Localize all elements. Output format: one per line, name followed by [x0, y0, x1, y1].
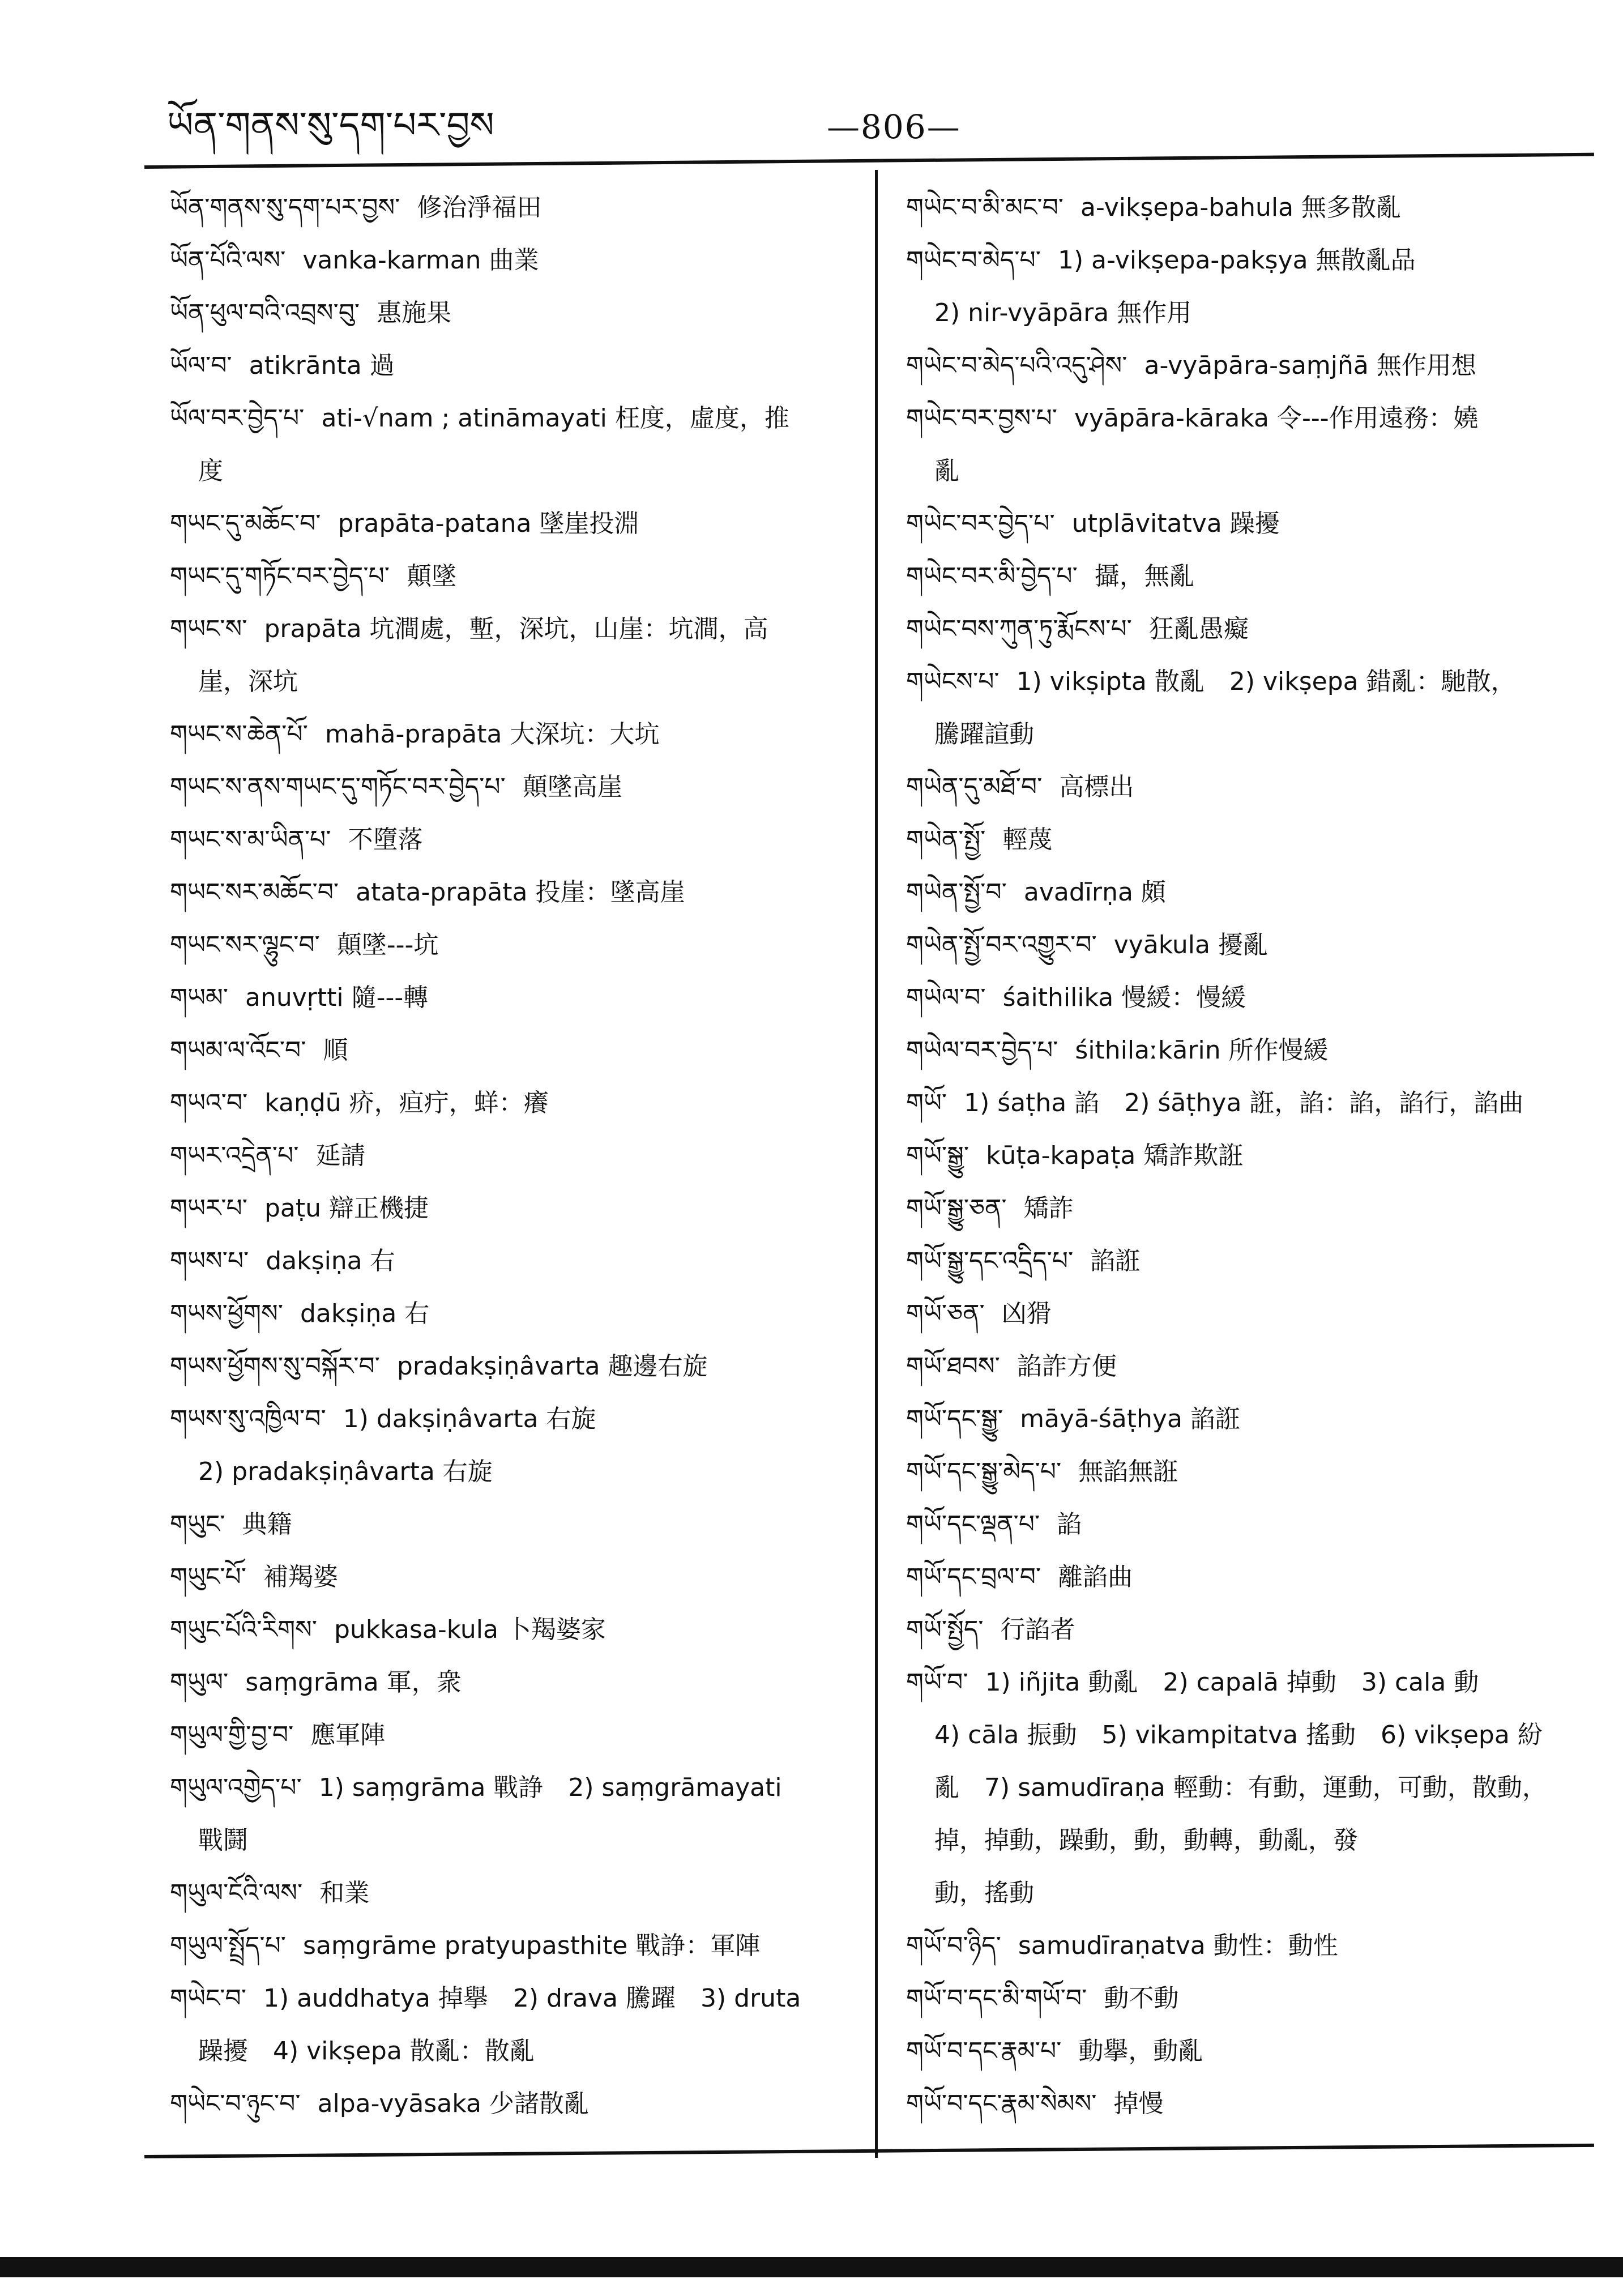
entry-headword: གཡང་ས་མ་ཡིན་པ་ — [170, 825, 331, 854]
dictionary-entry — [906, 1445, 1566, 1498]
entry-headword: གཡང་དུ་གཏོང་བར་བྱེད་པ་ — [170, 562, 390, 591]
entry-definition: anuvṛtti 隨---轉 — [245, 983, 429, 1012]
dictionary-entry — [170, 708, 849, 761]
dictionary-entry — [170, 287, 849, 339]
dictionary-entry — [170, 1919, 849, 1972]
dictionary-entry — [170, 392, 849, 445]
entry-definition: 掉，掉動，躁動，動，動轉，動亂，發 — [934, 1826, 1358, 1855]
entry-definition: alpa-vyāsaka 少諸散亂 — [317, 2089, 589, 2118]
entry-headword: གཡེང་བ་མེད་པའི་འདུ་ཤེས་ — [906, 351, 1127, 380]
entry-definition: 1) saṃgrāma 戰諍 2) saṃgrāmayati — [318, 1773, 782, 1802]
entry-definition: śaithilika 慢緩：慢緩 — [1002, 983, 1246, 1012]
dictionary-entry — [170, 761, 849, 813]
dictionary-entry — [906, 813, 1566, 866]
entry-headword: གཡོ་བ་དང་རྣམ་སེམས་ — [906, 2089, 1097, 2118]
entry-headword: གཡང་ས་ — [170, 614, 247, 643]
dictionary-entry — [170, 1603, 849, 1656]
dictionary-entry — [906, 1129, 1566, 1182]
dictionary-entry — [906, 971, 1566, 1024]
entry-headword: གཡོ་སྤྱོད་ — [906, 1615, 984, 1644]
entry-headword: ཡོན་པོའི་ལས་ — [170, 246, 286, 275]
dictionary-entry — [170, 1393, 849, 1445]
dictionary-entry — [170, 1656, 849, 1709]
dictionary-entry-continuation — [906, 1709, 1566, 1761]
entry-definition: 惠施果 — [377, 298, 452, 327]
entry-headword: གཡུལ་ངོའི་ལས་ — [170, 1879, 303, 1907]
entry-headword: གཡེངས་པ་ — [906, 667, 1000, 696]
entry-headword: གཡེང་བར་མི་བྱེད་པ་ — [906, 562, 1078, 591]
entry-headword: གཡང་ས་ཆེན་པོ་ — [170, 720, 308, 749]
entry-headword: གཡོ་སྒྱུ་དང་འདྲིད་པ་ — [906, 1247, 1074, 1275]
dictionary-entry — [170, 339, 849, 392]
entry-definition: 亂 7) samudīraṇa 輕動：有動，運動，可動，散動， — [934, 1773, 1547, 1802]
entry-definition: 動，搖動 — [934, 1879, 1034, 1907]
entry-definition: 度 — [198, 456, 223, 485]
entry-definition: 崖，深坑 — [198, 667, 298, 696]
entry-definition: atikrānta 過 — [249, 351, 395, 380]
left-column — [170, 181, 849, 2130]
entry-definition: mahā-prapāta 大深坑：大坑 — [324, 720, 660, 749]
entry-definition: 4) cāla 振動 5) vikampitatva 搖動 6) vikṣepa 紛 — [934, 1721, 1543, 1749]
entry-definition: utplāvitatva 躁擾 — [1071, 509, 1280, 538]
dictionary-entry — [906, 1498, 1566, 1551]
entry-headword: གཡོ་དང་སྒྱུ་ — [906, 1405, 1003, 1433]
entry-definition: kaṇḍū 疥，疸疔，蛘：癢 — [264, 1089, 549, 1117]
entry-definition: saṃgrāma 軍，衆 — [245, 1668, 462, 1697]
dictionary-entry-continuation — [906, 1814, 1566, 1867]
dictionary-entry-continuation — [170, 1814, 849, 1867]
entry-definition: paṭu 辯正機捷 — [264, 1194, 429, 1223]
entry-headword: གཡོ་ — [906, 1089, 947, 1117]
entry-definition: dakṣiṇa 右 — [266, 1247, 395, 1275]
entry-headword: གཡང་སར་ལྷུང་བ་ — [170, 931, 320, 959]
entry-definition: 掉慢 — [1113, 2089, 1164, 2118]
entry-headword: གཡང་ས་ནས་གཡང་དུ་གཏོང་བར་བྱེད་པ་ — [170, 773, 506, 801]
entry-definition: dakṣiṇa 右 — [300, 1299, 430, 1328]
dictionary-entry-continuation — [906, 1867, 1566, 1919]
entry-definition: 1) auddhatya 掉擧 2) drava 騰躍 3) druta — [263, 1984, 801, 2013]
entry-definition: vyākula 擾亂 — [1113, 931, 1268, 959]
entry-definition: prapāta 坑澗處，塹，深坑，山崖：坑澗，高 — [264, 614, 768, 643]
dictionary-entry — [906, 392, 1566, 445]
dictionary-entry-continuation — [906, 287, 1566, 339]
entry-definition: 狂亂愚癡 — [1148, 614, 1249, 643]
entry-definition: 輕蔑 — [1002, 825, 1053, 854]
page-header — [0, 0, 1623, 187]
entry-definition: 應軍陣 — [310, 1721, 386, 1749]
dictionary-entry — [170, 1498, 849, 1551]
entry-headword: གཡོ་བ་ཉིད་ — [906, 1931, 1001, 1960]
dictionary-entry — [170, 497, 849, 550]
entry-definition: 動擧，動亂 — [1078, 2037, 1203, 2065]
dictionary-entry-continuation — [906, 1761, 1566, 1814]
dictionary-entry — [170, 603, 849, 655]
entry-definition: 修治淨福田 — [417, 193, 542, 222]
entry-definition: 高標出 — [1059, 773, 1134, 801]
dictionary-entry — [170, 919, 849, 971]
entry-definition: 1) vikṣipta 散亂 2) vikṣepa 錯亂：馳散， — [1016, 667, 1516, 696]
page-number: —806— — [827, 108, 961, 146]
entry-headword: གཡུང་ — [170, 1510, 225, 1539]
column-divider — [875, 170, 878, 2158]
entry-definition: 不墮落 — [348, 825, 423, 854]
dictionary-entry-continuation — [906, 445, 1566, 497]
entry-definition: māyā-śāṭhya 諂誑 — [1020, 1405, 1240, 1433]
entry-headword: གཡེན་སྤྱོ་བ་ — [906, 878, 1007, 907]
dictionary-entry — [906, 1603, 1566, 1656]
dictionary-entry — [906, 1077, 1566, 1129]
entry-definition: 戰鬪 — [198, 1826, 248, 1855]
dictionary-entry — [170, 1129, 849, 1182]
dictionary-entry — [170, 234, 849, 287]
entry-headword: གཡས་ཕྱོགས་ — [170, 1299, 283, 1328]
dictionary-entry — [906, 1340, 1566, 1393]
dictionary-entry-continuation — [170, 655, 849, 708]
entry-definition: 1) iñjita 動亂 2) capalā 掉動 3) cala 動 — [985, 1668, 1479, 1697]
dictionary-entry — [906, 1656, 1566, 1709]
entry-headword: གཡུལ་སྤྲོད་པ་ — [170, 1931, 287, 1960]
entry-headword: གཡས་པ་ — [170, 1247, 249, 1275]
entry-definition: 1) a-vikṣepa-pakṣya 無散亂品 — [1058, 246, 1416, 275]
entry-definition: a-vyāpāra-saṃjñā 無作用想 — [1144, 351, 1476, 380]
dictionary-entry — [906, 603, 1566, 655]
entry-headword: གཡའ་བ་ — [170, 1089, 248, 1117]
entry-definition: 躁擾 4) vikṣepa 散亂：散亂 — [198, 2037, 535, 2065]
entry-headword: ཡོན་ཕུལ་བའི་འབྲས་བུ་ — [170, 298, 360, 327]
entry-headword: ཡོལ་བར་བྱེད་པ་ — [170, 404, 305, 433]
right-column — [906, 181, 1566, 2130]
entry-headword: གཡེན་སྤྱོ་ — [906, 825, 986, 854]
dictionary-entry — [170, 1972, 849, 2025]
dictionary-entry — [170, 550, 849, 603]
dictionary-entry-continuation — [170, 1445, 849, 1498]
entry-definition: pradakṣiṇâvarta 趣邊右旋 — [396, 1352, 708, 1381]
entry-headword: གཡེན་སྤྱོ་བར་འགྱུར་བ་ — [906, 931, 1097, 959]
entry-definition: 騰躍諠動 — [934, 720, 1034, 749]
entry-headword: གཡོ་དང་ལྡན་པ་ — [906, 1510, 1040, 1539]
dictionary-entry — [170, 1235, 849, 1287]
dictionary-entry — [906, 1235, 1566, 1287]
entry-definition: 顛墜高崖 — [522, 773, 622, 801]
entry-definition: saṃgrāme pratyupasthite 戰諍：軍陣 — [303, 1931, 761, 1960]
dictionary-entry — [170, 1709, 849, 1761]
entry-definition: 諂 — [1057, 1510, 1082, 1539]
entry-definition: avadīrṇa 頗 — [1023, 878, 1166, 907]
entry-definition: ati-√nam ; atināmayati 枉度，虛度，推 — [321, 404, 789, 433]
entry-headword: གཡུལ་ — [170, 1668, 229, 1697]
entry-definition: 動不動 — [1104, 1984, 1179, 2013]
entry-definition: a-vikṣepa-bahula 無多散亂 — [1080, 193, 1402, 222]
entry-definition: 無諂無誑 — [1078, 1457, 1178, 1486]
entry-headword: གཡེང་བར་བྱེད་པ་ — [906, 509, 1055, 538]
entry-headword: གཡོ་བ་དང་མི་གཡོ་བ་ — [906, 1984, 1087, 2013]
entry-definition: 亂 — [934, 456, 959, 485]
footer-bar — [0, 2257, 1623, 2277]
entry-definition: 2) pradakṣiṇâvarta 右旋 — [198, 1457, 493, 1486]
entry-definition: 離諂曲 — [1058, 1563, 1133, 1591]
entry-headword: གཡེང་བས་ཀུན་ཏུ་རྨོངས་པ་ — [906, 614, 1132, 643]
entry-headword: གཡས་སུ་འཁྱིལ་བ་ — [170, 1405, 326, 1433]
dictionary-entry — [906, 1972, 1566, 2025]
entry-headword: ཡོན་གནས་སུ་དག་པར་བྱས་ — [170, 193, 400, 222]
entry-headword: གཡེང་བར་བྱས་པ་ — [906, 404, 1057, 433]
dictionary-entry — [906, 1393, 1566, 1445]
entry-definition: samudīraṇatva 動性：動性 — [1018, 1931, 1338, 1960]
entry-definition: 1) śaṭha 諂 2) śāṭhya 誑，諂：諂，諂行，諂曲 — [964, 1089, 1524, 1117]
dictionary-entry — [170, 1182, 849, 1235]
entry-headword: གཡེན་དུ་མཐོ་བ་ — [906, 773, 1043, 801]
entry-definition: 攝，無亂 — [1094, 562, 1194, 591]
entry-headword: གཡེང་བ་ — [170, 1984, 246, 2013]
entry-definition: 顛墜---坑 — [336, 931, 439, 959]
entry-definition: 延請 — [315, 1141, 366, 1170]
entry-headword: གཡུལ་འགྱེད་པ་ — [170, 1773, 302, 1802]
dictionary-entry — [906, 1287, 1566, 1340]
entry-headword: ཡོལ་བ་ — [170, 351, 232, 380]
dictionary-entry — [906, 761, 1566, 813]
dictionary-entry — [170, 2077, 849, 2130]
entry-headword: གཡེང་བ་མི་མང་བ་ — [906, 193, 1064, 222]
dictionary-entry — [906, 866, 1566, 919]
entry-headword: གཡམ་ — [170, 983, 229, 1012]
entry-definition: 順 — [323, 1036, 348, 1065]
dictionary-entry — [906, 655, 1566, 708]
entry-headword: གཡེལ་བར་བྱེད་པ་ — [906, 1036, 1058, 1065]
dictionary-entry — [906, 550, 1566, 603]
dictionary-entry — [170, 813, 849, 866]
dictionary-entry — [170, 1024, 849, 1077]
dictionary-entry — [906, 1024, 1566, 1077]
dictionary-entry-continuation — [170, 445, 849, 497]
entry-headword: གཡུང་པོ་ — [170, 1563, 246, 1591]
bottom-rule — [144, 2144, 1594, 2158]
entry-definition: vyāpāra-kāraka 令---作用遠務：嬈 — [1074, 404, 1479, 433]
dictionary-entry — [906, 919, 1566, 971]
entry-definition: 顛墜 — [407, 562, 457, 591]
dictionary-entry — [906, 1182, 1566, 1235]
entry-headword: གཡར་འདྲེན་པ་ — [170, 1141, 299, 1170]
entry-headword: གཡོ་སྒྱུ་ཅན་ — [906, 1194, 1007, 1223]
entry-headword: གཡེལ་བ་ — [906, 983, 986, 1012]
dictionary-entry — [906, 181, 1566, 234]
entry-headword: གཡེང་བ་ཉུང་བ་ — [170, 2089, 301, 2118]
entry-headword: གཡོ་སྒྱུ་ — [906, 1141, 969, 1170]
entry-definition: 行諂者 — [1000, 1615, 1075, 1644]
dictionary-entry — [906, 1919, 1566, 1972]
entry-headword: གཡོ་དང་སྒྱུ་མེད་པ་ — [906, 1457, 1062, 1486]
dictionary-entry — [170, 971, 849, 1024]
entry-definition: pukkasa-kula 卜羯婆家 — [334, 1615, 606, 1644]
entry-headword: གཡུང་པོའི་རིགས་ — [170, 1615, 317, 1644]
entry-headword: གཡམ་ལ་འོང་བ་ — [170, 1036, 306, 1065]
entry-definition: 典籍 — [242, 1510, 292, 1539]
entry-headword: གཡར་པ་ — [170, 1194, 247, 1223]
entry-definition: 諂誑 — [1090, 1247, 1141, 1275]
dictionary-entry — [170, 1551, 849, 1603]
dictionary-entry — [906, 234, 1566, 287]
dictionary-entry — [170, 866, 849, 919]
dictionary-entry — [170, 1761, 849, 1814]
entry-headword: གཡང་སར་མཆོང་བ་ — [170, 878, 339, 907]
entry-definition: 凶猾 — [1001, 1299, 1052, 1328]
entry-headword: གཡོ་ཐབས་ — [906, 1352, 1000, 1381]
entry-definition: prapāta-patana 墜崖投淵 — [338, 509, 639, 538]
entry-definition: kūṭa-kapaṭa 矯詐欺誑 — [986, 1141, 1244, 1170]
entry-headword: གཡོ་བ་དང་རྣམ་པ་ — [906, 2037, 1062, 2065]
dictionary-entry — [170, 1077, 849, 1129]
running-head: ཡོན་གནས་སུ་དག་པར་བྱས — [167, 105, 494, 147]
dictionary-entry — [170, 1287, 849, 1340]
dictionary-entry — [906, 2077, 1566, 2130]
entry-headword: གཡང་དུ་མཆོང་བ་ — [170, 509, 321, 538]
dictionary-entry — [906, 1551, 1566, 1603]
entry-definition: 1) dakṣiṇâvarta 右旋 — [343, 1405, 596, 1433]
entry-headword: གཡོ་བ་ — [906, 1668, 968, 1697]
dictionary-entry-continuation — [906, 708, 1566, 761]
dictionary-entry — [170, 1867, 849, 1919]
dictionary-entry-continuation — [170, 2025, 849, 2077]
entry-definition: 和業 — [319, 1879, 370, 1907]
entry-definition: śithilaːkārin 所作慢緩 — [1075, 1036, 1329, 1065]
entry-headword: གཡས་ཕྱོགས་སུ་བསྐོར་བ་ — [170, 1352, 380, 1381]
dictionary-entry — [170, 1340, 849, 1393]
entry-headword: གཡེང་བ་མེད་པ་ — [906, 246, 1041, 275]
entry-headword: གཡུལ་གྱི་བྱ་བ་ — [170, 1721, 294, 1749]
dictionary-entry — [906, 2025, 1566, 2077]
entry-definition: 補羯婆 — [263, 1563, 338, 1591]
dictionary-entry — [906, 339, 1566, 392]
entry-definition: 矯詐 — [1023, 1194, 1074, 1223]
entry-definition: 諂詐方便 — [1016, 1352, 1117, 1381]
dictionary-entry — [906, 497, 1566, 550]
dictionary-entry — [170, 181, 849, 234]
entry-headword: གཡོ་ཅན་ — [906, 1299, 985, 1328]
entry-definition: 2) nir-vyāpāra 無作用 — [934, 298, 1192, 327]
entry-definition: vanka-karman 曲業 — [302, 246, 539, 275]
entry-definition: atata-prapāta 投崖：墜高崖 — [356, 878, 685, 907]
entry-headword: གཡོ་དང་བྲལ་བ་ — [906, 1563, 1041, 1591]
